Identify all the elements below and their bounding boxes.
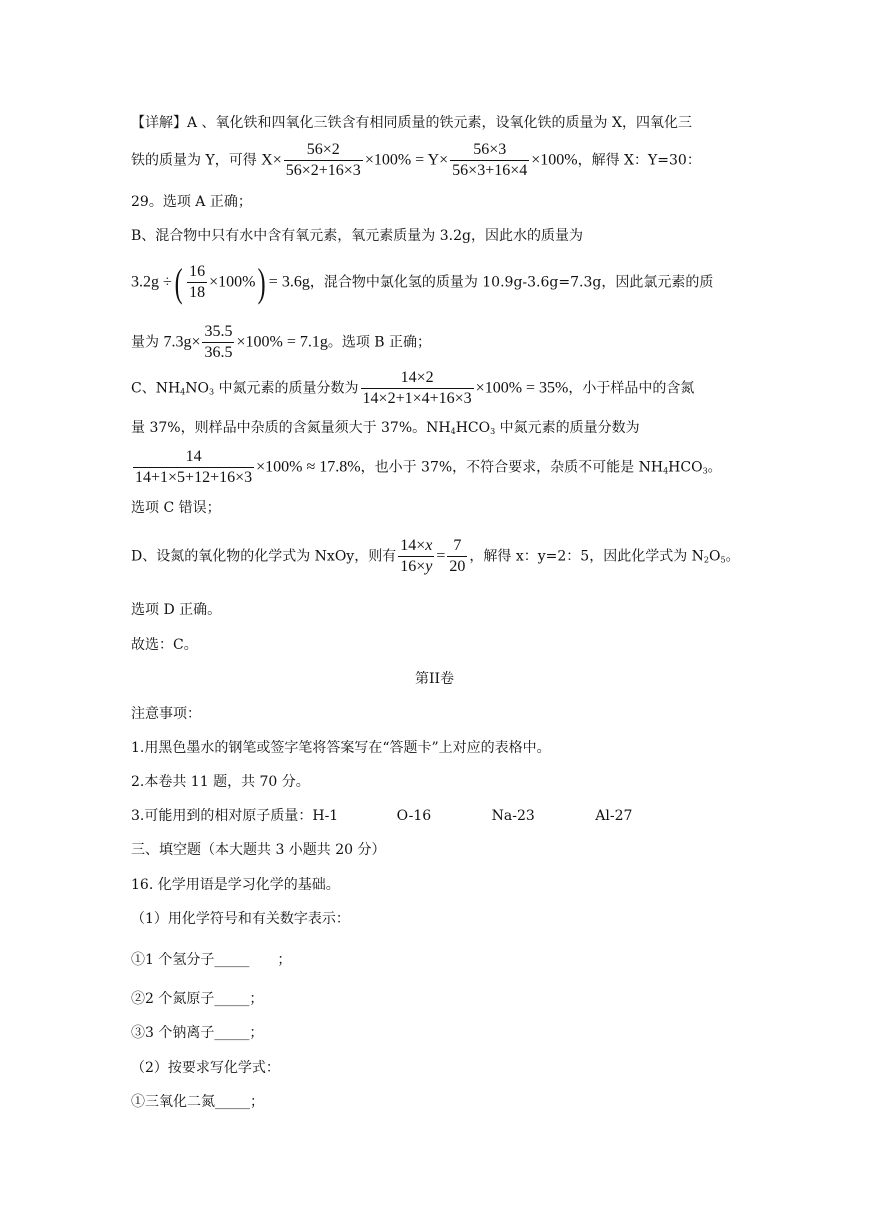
fraction-numerator: 14×2	[361, 368, 474, 389]
question-16-1-c: ③3 个钠离子_____；	[131, 1025, 264, 1041]
punctuation: ；	[277, 952, 292, 968]
question-16: 16. 化学用语是学习化学的基础。	[131, 877, 340, 893]
eq-c2-end: ×100% ≈ 17.8%	[256, 458, 361, 476]
formula-part: HCO	[455, 420, 491, 436]
question-16-part-1: （1）用化学符号和有关数字表示：	[131, 911, 350, 927]
fraction-ratio	[447, 536, 467, 577]
fraction-denominator: 56×3+16×4	[452, 162, 528, 179]
detail-a-conclusion: 29。选项 A 正确；	[131, 194, 252, 210]
question-16-1-a	[131, 953, 291, 967]
detail-c-line1	[131, 368, 694, 409]
notes-title: 注意事项：	[131, 706, 201, 722]
question-16-1-b: ②2 个氮原子_____；	[131, 991, 264, 1007]
detail-a-line1	[131, 116, 692, 130]
fraction-denominator	[398, 557, 434, 577]
detail-b-line2	[131, 259, 714, 305]
detail-c-start: C、NH	[131, 380, 181, 397]
note-2: 2.本卷共 11 题，共 70 分。	[131, 774, 310, 790]
note-3	[131, 809, 632, 823]
part2-heading: 第II卷	[414, 671, 455, 687]
detail-a-line2-end: ，解得 X：Y=30：	[577, 152, 701, 169]
mass-h: 3.可能用到的相对原子质量：H-1	[131, 808, 339, 824]
eq-b2-start: 7.3g×	[163, 333, 201, 351]
detail-d-line2	[131, 603, 221, 617]
fraction-nxoy	[398, 536, 434, 577]
detail-b-line1	[131, 229, 583, 243]
denominator-coefficient: 16×	[400, 558, 426, 575]
subscript: 3	[490, 427, 496, 436]
section-heading: 三、填空题（本大题共 3 小题共 20 分）	[131, 842, 386, 858]
fraction-denominator: 36.5	[204, 344, 233, 361]
eq-x: X×	[261, 151, 282, 169]
subscript: 4	[180, 387, 186, 397]
subscript: 4	[450, 427, 456, 436]
mass-o: O-16	[396, 808, 432, 824]
eq-mid: ×100% = Y×	[364, 151, 449, 169]
fraction-numerator: 16	[187, 262, 207, 283]
detail-b-line3-end: 。选项 B 正确；	[327, 334, 432, 351]
detail-c-line3-end: 。	[707, 459, 722, 476]
fraction-denominator: 18	[189, 284, 206, 301]
fraction-numerator: 56×3	[450, 140, 529, 161]
eq-c-end: ×100% = 35%	[475, 379, 569, 397]
detail-c-line3-text: ，也小于 37%，不符合要求，杂质不可能是 NH	[360, 459, 664, 476]
fraction-denominator: 14×2+1×4+16×3	[362, 390, 472, 407]
detail-c-mid: 中氮元素的质量分数为	[214, 380, 359, 397]
eq-end: ×100%	[531, 151, 578, 169]
fraction-nh4no3	[361, 368, 474, 409]
detail-a-text: 【详解】A 、氧化铁和四氧化三铁含有相同质量的铁元素，设氧化铁的质量为 X，四氧化三	[131, 115, 692, 131]
fraction-denominator: 14+1×5+12+16×3	[135, 469, 253, 486]
eq-b-end: = 3.6g	[268, 273, 310, 291]
detail-d-end-punct: 。	[725, 548, 740, 565]
detail-d-start: D、设氮的氧化物的化学式为 NxOy，则有	[131, 548, 397, 565]
fraction-numerator	[398, 536, 434, 557]
fraction-numerator: 35.5	[202, 322, 234, 343]
note-1: 1.用黑色墨水的钢笔或签字笔将答案写在“答题卡”上对应的表格中。	[131, 740, 551, 756]
detail-d-conclusion: 选项 D 正确。	[131, 602, 222, 618]
detail-a-line2-start: 铁的质量为 Y，可得	[131, 152, 257, 169]
answer-line	[131, 638, 198, 652]
detail-c-line3	[131, 447, 722, 488]
detail-a-line2	[131, 140, 701, 181]
detail-a-line3	[131, 195, 252, 209]
eq-b-mid: ×100%	[209, 273, 256, 291]
fraction-chlorine	[202, 322, 234, 363]
detail-b-text: B、混合物中只有水中含有氧元素，氧元素质量为 3.2g，因此水的质量为	[131, 228, 583, 244]
detail-c-line2-end: 中氮元素的质量分数为	[495, 420, 640, 436]
fraction-denominator: 20	[449, 558, 466, 575]
eq-b2-end: ×100% = 7.1g	[236, 333, 328, 351]
detail-c-line2-text: 量 37%，则样品中杂质的含氮量须大于 37%。NH	[131, 420, 451, 436]
fraction-numerator: 7	[447, 536, 467, 557]
formula-part: HCO	[668, 459, 703, 476]
mass-al: Al-27	[595, 808, 633, 824]
detail-c-conclusion: 选项 C 错误；	[131, 500, 221, 516]
numerator-coefficient: 14×	[400, 537, 426, 554]
detail-c-line1-end: ，小于样品中的含氮	[568, 380, 695, 397]
mass-na: Na-23	[491, 808, 535, 824]
subscript: 2	[703, 555, 709, 565]
detail-b-line2-text: ，混合物中氯化氢的质量为 10.9g-3.6g=7.3g，因此氯元素的质	[309, 274, 714, 291]
question-16-part-2: （2）按要求写化学式：	[131, 1060, 280, 1076]
detail-b-line3	[131, 322, 431, 363]
detail-d-line1	[131, 536, 740, 577]
fraction-fe2o3	[284, 140, 363, 181]
variable-x: x	[425, 537, 433, 554]
fraction-fe3o4	[450, 140, 529, 181]
fraction-numerator: 56×2	[284, 140, 363, 161]
blank-hydrogen-molecule: ①1 个氢分子_____	[131, 952, 250, 968]
detail-b-line3-start: 量为	[131, 334, 159, 351]
answer-text: 故选：C。	[131, 637, 198, 653]
question-16-2-a: ①三氧化二氮_____；	[131, 1094, 264, 1110]
subscript: 3	[209, 387, 215, 397]
formula-part: O	[708, 548, 721, 565]
eq-b-start: 3.2g ÷	[131, 273, 172, 291]
fraction-numerator: 14	[133, 447, 254, 468]
detail-c-line2	[131, 421, 640, 436]
fraction-water-oxygen	[187, 262, 207, 303]
right-paren: )	[258, 259, 267, 305]
fraction-denominator: 56×2+16×3	[285, 162, 361, 179]
variable-y: y	[425, 558, 433, 575]
subscript: 3	[702, 466, 708, 476]
subscript: 5	[720, 555, 726, 565]
detail-c-line4	[131, 501, 221, 515]
detail-d-end: ，解得 x：y=2：5，因此化学式为 N	[469, 548, 704, 565]
formula-part: NO	[185, 380, 209, 397]
subscript: 4	[663, 466, 669, 476]
left-paren: (	[174, 259, 183, 305]
fraction-nh4hco3	[133, 447, 254, 488]
equals-sign: =	[436, 547, 446, 565]
